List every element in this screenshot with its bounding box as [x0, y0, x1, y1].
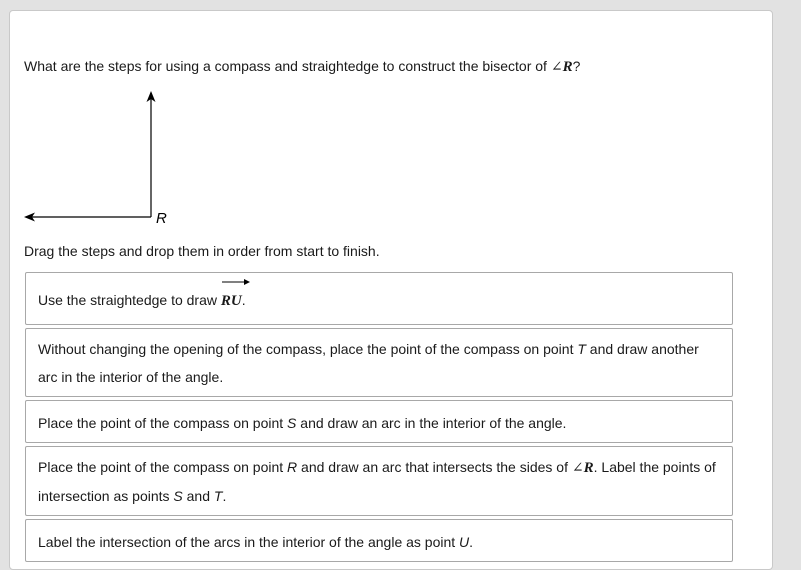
step-text: Use the straightedge to draw: [38, 292, 221, 308]
step-text: Place the point of the compass on point: [38, 415, 288, 431]
step-card-arc-from-t[interactable]: [25, 328, 733, 397]
point-label: T: [213, 488, 223, 504]
step-text-end: and draw an arc in the interior of the angle.: [296, 415, 567, 431]
angle-symbol: ∠: [550, 59, 563, 75]
question-mark: ?: [572, 58, 581, 74]
step-text-end: .: [241, 292, 246, 308]
vertex-label: R: [156, 210, 167, 227]
angle-figure: [18, 86, 178, 241]
step-text-and: and: [182, 488, 214, 504]
vector-arrow-icon: [221, 276, 251, 288]
point-label: T: [577, 341, 586, 357]
step-card-draw-ray[interactable]: [25, 272, 733, 325]
step-text-mid: . Label the points of intersection as points: [38, 459, 716, 504]
point-label: R: [287, 459, 298, 475]
angle-vertex: R: [562, 59, 573, 75]
question-stem: What are the steps for using a compass and straightedge to construct the bisector of: [24, 58, 551, 74]
step-text-mid: and draw an arc that intersects the sides of: [297, 459, 572, 475]
step-text: Label the intersection of the arcs in the interior of the angle as point: [38, 534, 460, 550]
step-text-end: and draw another arc in the interior of the angle.: [38, 341, 699, 385]
angle-r-diagram: [18, 86, 178, 236]
angle-symbol: ∠: [571, 460, 584, 476]
step-text-end: .: [222, 488, 227, 504]
question-text: [24, 58, 580, 76]
vector-ru: [221, 285, 242, 315]
step-text-end: .: [469, 534, 474, 550]
step-text: Place the point of the compass on point: [38, 459, 288, 475]
steps-list: [25, 272, 733, 565]
instructions: Drag the steps and drop them in order from start to finish.: [24, 243, 380, 259]
step-card-arc-from-s[interactable]: [25, 400, 733, 443]
point-label: U: [459, 534, 470, 550]
point-label: S: [287, 415, 297, 431]
vector-label: RU: [220, 293, 242, 309]
angle-vertex: R: [583, 460, 594, 476]
point-label: S: [173, 488, 183, 504]
step-card-arc-from-r[interactable]: [25, 446, 733, 516]
question-panel: [9, 10, 773, 570]
step-text: Without changing the opening of the compass, place the point of the compass on point: [38, 341, 578, 357]
